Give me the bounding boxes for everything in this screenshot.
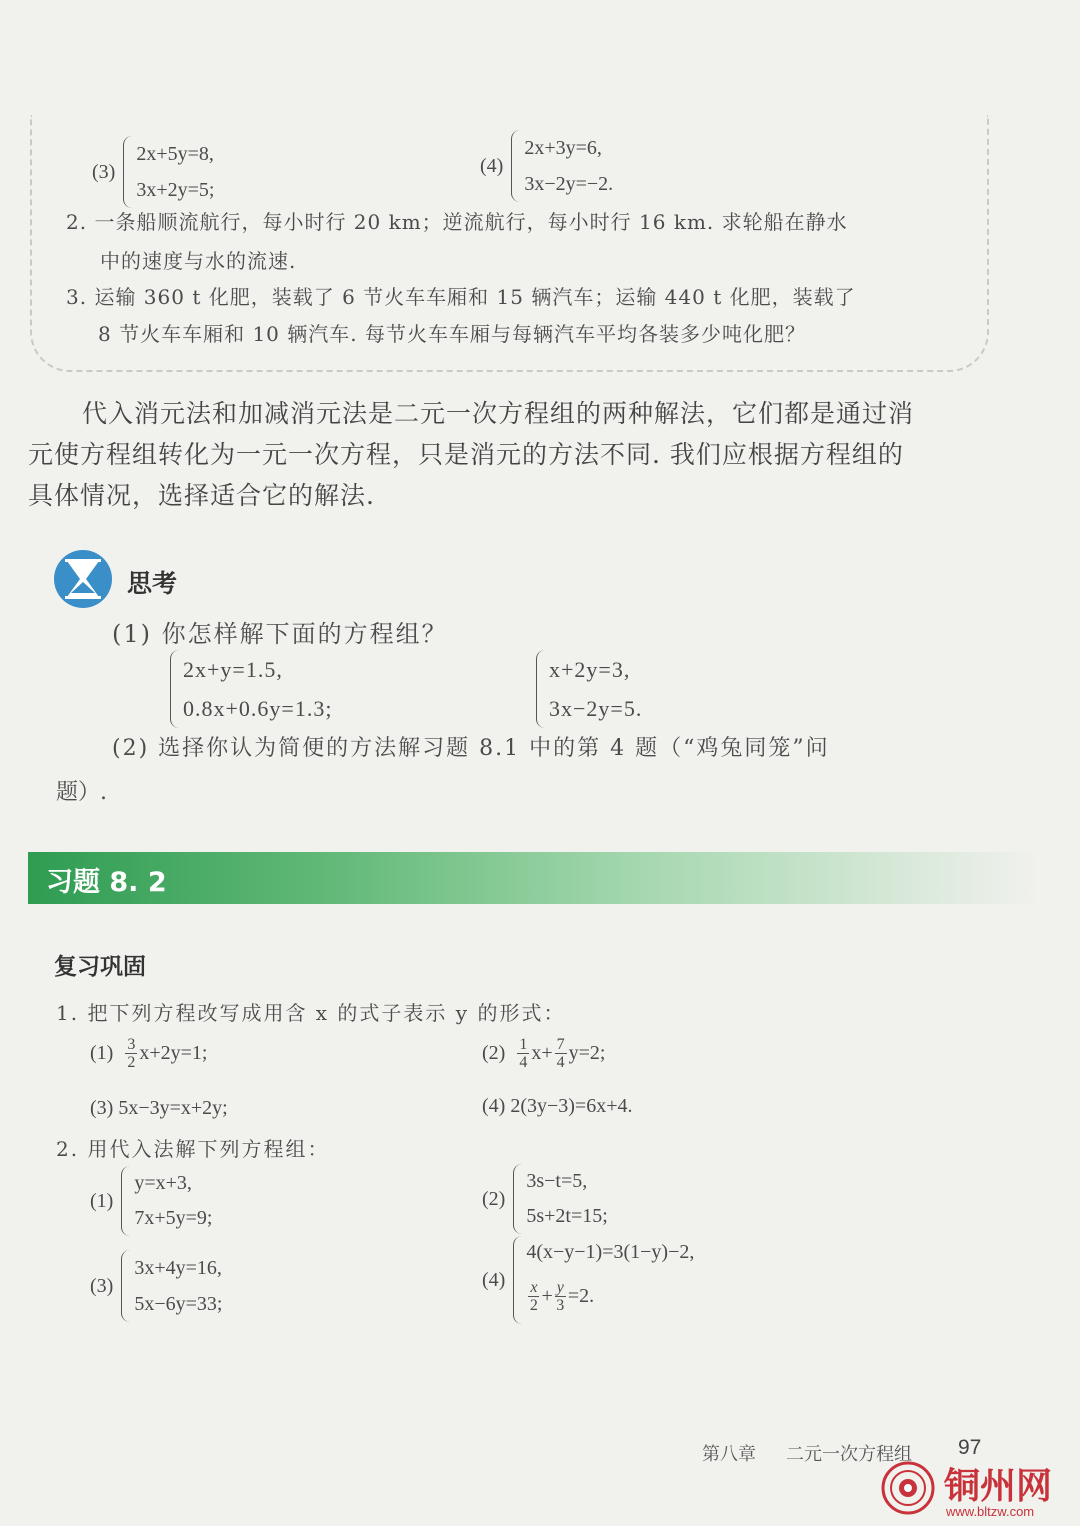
footer-chapter-title: 二元一次方程组 (786, 1444, 912, 1465)
plus-sign: + (541, 1284, 553, 1307)
system-top-3 (92, 136, 214, 208)
equation: y=x+3, (134, 1172, 192, 1194)
equation (526, 1268, 694, 1324)
equation: 3s−t=5, (526, 1170, 588, 1192)
think-question-2-line-2: 题）. (56, 780, 107, 805)
equation: 4(x−y−1)=3(1−y)−2, (526, 1241, 695, 1263)
denominator: 2 (529, 1296, 538, 1314)
equation: 2x+3y=6, (524, 137, 602, 159)
fraction (555, 1279, 566, 1314)
section-heading: 复习巩固 (54, 954, 146, 980)
item-label: (1) (90, 1189, 114, 1212)
denominator: 3 (556, 1296, 565, 1314)
brace (513, 1164, 522, 1234)
exercise-question-2: 2. 用代入法解下列方程组： (56, 1137, 330, 1161)
summary-line-2: 元使方程组转化为一元一次方程，只是消元的方法不同. 我们应根据方程组的 (28, 440, 904, 469)
think-icon (53, 549, 113, 609)
exercise-2-4 (482, 1236, 694, 1324)
denominator: 2 (127, 1054, 136, 1071)
footer-chapter: 第八章 (702, 1444, 756, 1465)
problem-3-line-1: 3. 运输 360 t 化肥，装载了 6 节火车车厢和 15 辆汽车；运输 440 t 化肥，装载了 (66, 285, 856, 309)
exercise-2-3 (90, 1250, 222, 1322)
item-label: (3) (90, 1274, 114, 1297)
item-label: (1) (90, 1042, 114, 1064)
numerator: 3 (127, 1036, 136, 1053)
watermark-name: 铜州网 (944, 1465, 1053, 1507)
fraction (125, 1036, 137, 1071)
think-title: 思考 (127, 569, 178, 598)
numerator: 7 (556, 1036, 565, 1053)
denominator: 4 (556, 1054, 565, 1071)
system-label: (4) (480, 154, 504, 177)
equation: 2x+y=1.5, (183, 657, 283, 682)
fraction (528, 1279, 539, 1314)
problem-2-line-2: 中的速度与水的流速. (100, 249, 297, 273)
think-system-a (170, 650, 332, 728)
brace (536, 650, 545, 728)
equation-part: x+ (531, 1042, 553, 1064)
equation: 0.8x+0.6y=1.3; (183, 696, 333, 721)
item-label: (2) (482, 1042, 506, 1064)
equation: 3x−2y=5. (549, 696, 643, 721)
equation: 3x+2y=5; (136, 179, 215, 201)
system-top-4 (480, 130, 613, 202)
brace (170, 650, 179, 728)
fraction (555, 1036, 567, 1071)
equation: 3x+4y=16, (134, 1257, 222, 1279)
brace (511, 130, 520, 202)
denominator: 4 (519, 1054, 528, 1071)
exercise-1-4: (4) 2(3y−3)=6x+4. (482, 1095, 633, 1117)
exercise-question-1: 1. 把下列方程改写成用含 x 的式子表示 y 的形式： (56, 1001, 566, 1025)
system-label: (3) (92, 160, 116, 183)
numerator: y (556, 1278, 564, 1296)
fraction (517, 1036, 529, 1071)
page-number: 97 (958, 1436, 982, 1459)
equation: x+2y=3, (549, 657, 631, 682)
brace (121, 1166, 130, 1236)
think-system-b (536, 650, 642, 728)
exercise-banner (28, 852, 1038, 904)
equation: 5x−6y=33; (134, 1293, 223, 1315)
watermark-logo-icon (878, 1460, 938, 1516)
exercise-2-2 (482, 1164, 608, 1234)
exercise-1-1 (90, 1036, 207, 1071)
exercise-1-2 (482, 1036, 605, 1071)
numerator: x (530, 1278, 538, 1296)
exercise-2-1 (90, 1166, 212, 1236)
equation: 7x+5y=9; (134, 1207, 213, 1229)
equation: 2x+5y=8, (136, 143, 214, 165)
equation: 5s+2t=15; (526, 1205, 608, 1227)
problem-2-line-1: 2. 一条船顺流航行，每小时行 20 km；逆流航行，每小时行 16 km. 求轮船在静水 (66, 210, 848, 234)
exercise-banner-title: 习题 8. 2 (46, 867, 167, 898)
brace (123, 136, 132, 208)
summary-line-3: 具体情况，选择适合它的解法. (28, 481, 375, 510)
equation-rest: =2. (567, 1284, 595, 1307)
think-question-1: (1) 你怎样解下面的方程组？ (112, 620, 448, 648)
problem-3-line-2: 8 节火车车厢和 10 辆汽车. 每节火车车厢与每辆汽车平均各装多少吨化肥？ (98, 322, 806, 346)
watermark-url: www.bltzw.com (946, 1504, 1035, 1519)
think-question-2-line-1: (2) 选择你认为简便的方法解习题 8.1 中的第 4 题（“鸡兔同笼”问 (112, 736, 830, 761)
summary-line-1: 代入消元法和加减消元法是二元一次方程组的两种解法，它们都是通过消 (82, 399, 915, 428)
equation: y=2; (568, 1042, 606, 1064)
item-label: (4) (482, 1268, 506, 1291)
exercise-1-3: (3) 5x−3y=x+2y; (90, 1097, 228, 1119)
equation: 3x−2y=−2. (524, 173, 614, 195)
brace (121, 1250, 130, 1322)
item-label: (2) (482, 1187, 506, 1210)
brace (513, 1236, 522, 1324)
numerator: 1 (519, 1036, 528, 1053)
equation: x+2y=1; (139, 1042, 208, 1064)
